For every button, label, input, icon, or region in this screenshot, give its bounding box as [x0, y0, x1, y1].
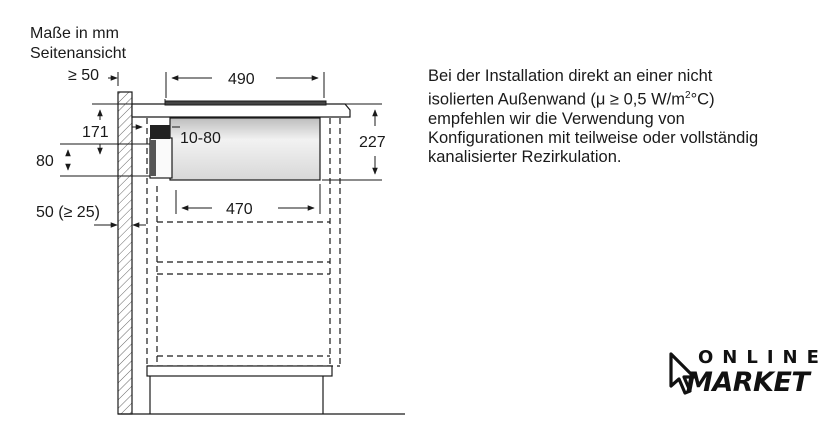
dim-width-top-label: 490: [228, 71, 255, 88]
note-line: empfehlen wir die Verwendung von: [428, 109, 685, 128]
dim-width-top: [166, 71, 324, 98]
installation-note: [428, 67, 788, 167]
note-line: Bei der Installation direkt an einer nicht: [428, 67, 713, 85]
dim-height-227-label: 227: [359, 134, 386, 151]
cooktop-glass: [165, 99, 326, 105]
note-line: kanalisierter Rezirkulation.: [428, 147, 622, 166]
exhaust-duct: [150, 125, 172, 178]
dim-width-bottom-label: 470: [226, 201, 253, 218]
dim-depth-171-label: 171: [82, 124, 109, 141]
note-superscript: 2: [685, 90, 691, 101]
logo-word-online: ONLINE: [698, 347, 828, 368]
dim-wall-gap-label: ≥ 50: [68, 67, 100, 84]
dim-duct-80: [36, 144, 150, 176]
dim-duct-offset-label: 10-80: [180, 130, 221, 147]
note-line-text: isolierten Außenwand (μ ≥ 0,5 W/m: [428, 90, 685, 109]
dim-width-bottom: [176, 184, 320, 218]
note-line: Konfigurationen mit teilweise oder vollständig: [428, 128, 759, 147]
logo-word-market: MARKET: [686, 367, 810, 398]
dim-duct-80-label: 80: [36, 153, 54, 170]
cooktop-body: [170, 118, 320, 180]
note-line-text: °C): [690, 90, 715, 109]
worktop: [132, 104, 350, 117]
dim-wall-gap: [68, 67, 118, 86]
diagram-title-units: Maße in mm: [30, 25, 119, 42]
online-market-logo: [668, 345, 833, 405]
wall: [118, 92, 132, 414]
diagram-title-view: Seitenansicht: [30, 45, 127, 62]
plinth: [147, 366, 332, 414]
note-line: [428, 86, 788, 110]
dim-wall-gap-lower-label: 50 (≥ 25): [36, 204, 100, 221]
